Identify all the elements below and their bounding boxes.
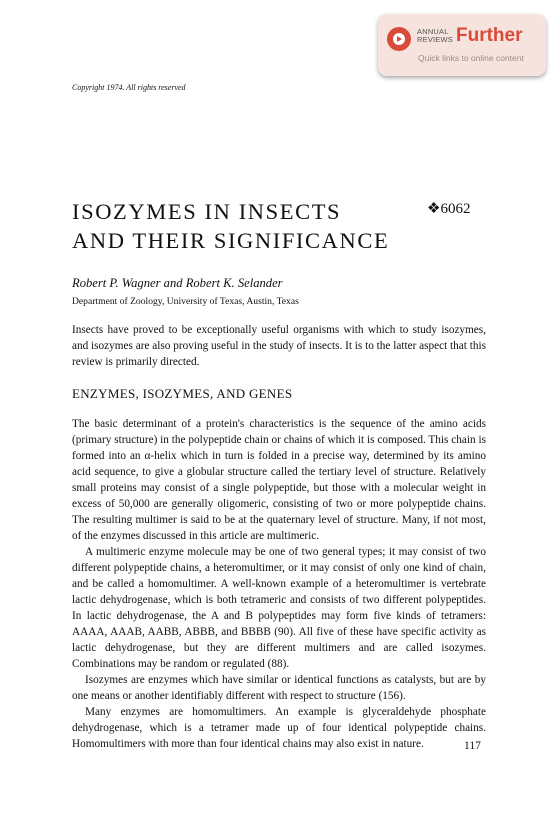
annual-label: ANNUAL bbox=[417, 27, 449, 36]
copyright-notice: Copyright 1974. All rights reserved bbox=[72, 83, 186, 92]
body-paragraph: Isozymes are enzymes which have similar or identical functions as catalysts, but are by one means or another identifiably different with respect to structure (156). bbox=[72, 674, 486, 702]
intro-paragraph: Insects have proved to be exceptionally useful organisms with which to study isozymes, and isozymes are also proving useful in the study of insects. It is to the latter aspect that this review is primarily directed. bbox=[72, 324, 486, 368]
body-paragraph: The basic determinant of a protein's characteristics is the sequence of the amino acids (primary structure) in the polypeptide chain or chains of which it is composed. This chain is formed into an α-helix which in turn is folded in a precise way, determined by its amino acid sequence, to give a globular structure called the tertiary level of structure. Relatively small proteins may consist of a single polypeptide, but those with a molecular weight in excess of 50,000 are generally oligomeric, consisting of two or more polypeptide chains. The resulting multimer is said to be at the quaternary level of structure. Many, if not most, of the enzymes discussed in this article are multimeric. bbox=[72, 418, 486, 542]
annual-reviews-logo-icon bbox=[387, 27, 411, 51]
authors: Robert P. Wagner and Robert K. Selander bbox=[72, 276, 283, 290]
title-line-1: ISOZYMES IN INSECTS bbox=[72, 199, 342, 224]
further-subtitle: Quick links to online content bbox=[418, 53, 524, 63]
article-title bbox=[72, 197, 402, 255]
reviews-label: REVIEWS bbox=[417, 35, 453, 44]
page-number: 117 bbox=[464, 740, 481, 752]
further-label: Further bbox=[456, 25, 523, 46]
body-paragraph: Many enzymes are homomultimers. An example is glyceraldehyde phosphate dehydrogenase, which is a tetramer made up of four identical polypeptide chains. Homomultimers with more than four identical chains may also exist in nature. bbox=[72, 706, 486, 750]
affiliation: Department of Zoology, University of Texas, Austin, Texas bbox=[72, 296, 299, 307]
body-paragraph: A multimeric enzyme molecule may be one of two general types; it may consist of two different polypeptide chains, a heteromultimer, or it may consist of only one kind of chain, and be called a homomultimer. A well-known example of a heteromultimer is vertebrate lactic dehydrogenase, which is both tetrameric and consists of two different polypeptides. In lactic dehydrogenase, the A and B polypeptides may form five kinds of tetramers: AAAA, AAAB, AABB, ABBB, and BBBB (90). All five of these have specific activity as lactic dehydrogenase, but they are different multimers and are called isozymes. Combinations may be random or regulated (88). bbox=[72, 546, 486, 670]
annual-reviews-wordmark bbox=[417, 28, 457, 44]
further-banner-link[interactable] bbox=[378, 14, 546, 76]
title-line-2: AND THEIR SIGNIFICANCE bbox=[72, 228, 390, 253]
section-heading: ENZYMES, ISOZYMES, AND GENES bbox=[72, 386, 293, 401]
body-text bbox=[72, 416, 486, 752]
reference-code: ❖6062 bbox=[427, 201, 471, 217]
